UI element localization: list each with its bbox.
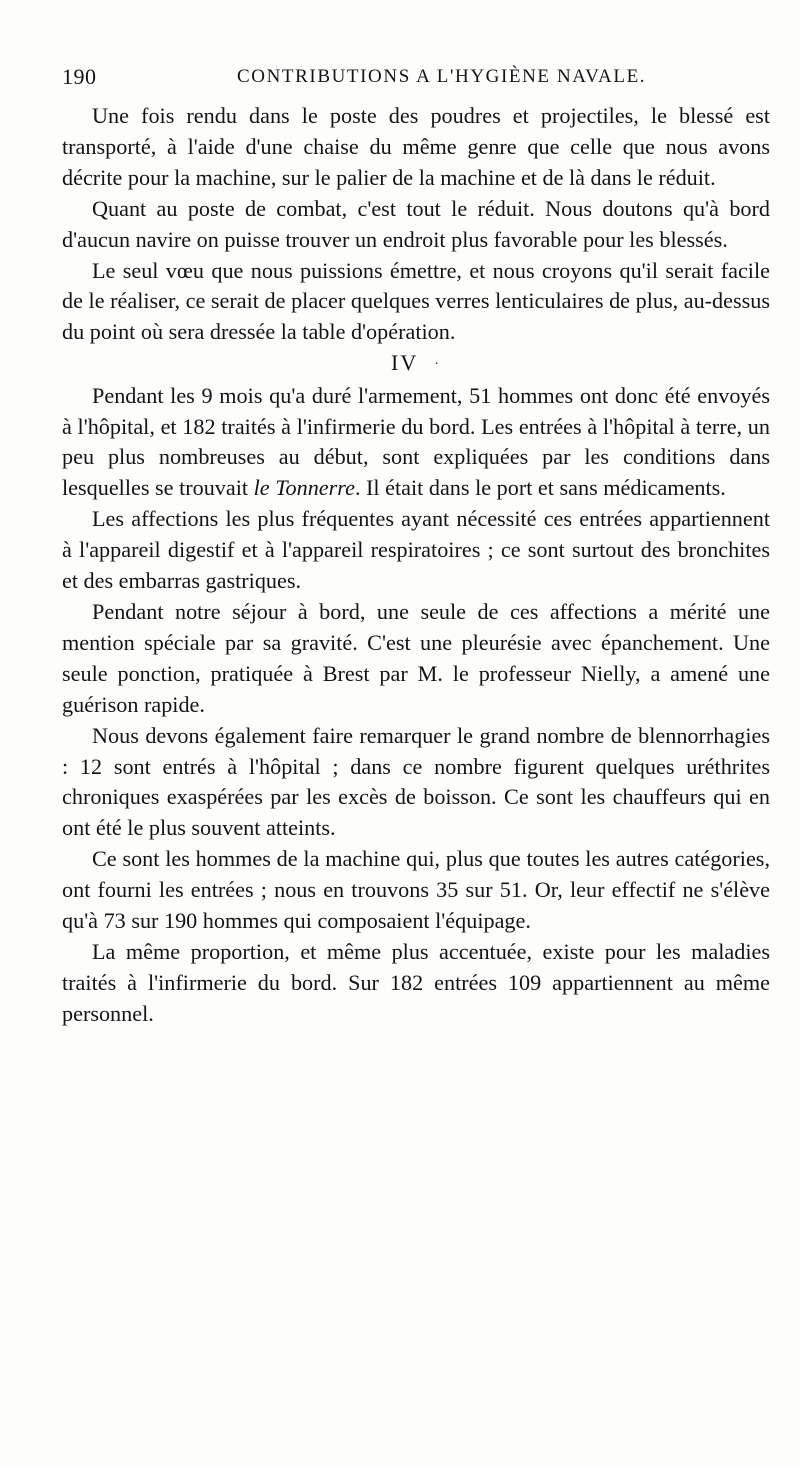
section-number: IV bbox=[391, 350, 419, 376]
running-title: CONTRIBUTIONS A L'HYGIÈNE NAVALE. bbox=[237, 66, 647, 87]
paragraph: Quant au poste de combat, c'est tout le réduit. Nous doutons qu'à bord d'aucun navire on puisse trouver un endroit plus favorable pour les blessés. bbox=[62, 195, 770, 252]
paragraph: La même proportion, et même plus accentuée, existe pour les maladies traités à l'infirmerie du bord. Sur 182 entrées 109 appartiennent au même personnel. bbox=[62, 938, 770, 1026]
paragraph: Pendant notre séjour à bord, une seule de ces affections a mérité une mention spéciale par sa gravité. C'est une pleurésie avec épanchement. Une seule ponction, pratiquée à Brest par M. le professeur Nielly, a amené une guérison rapide. bbox=[62, 599, 770, 717]
section-heading bbox=[62, 348, 770, 380]
page-number: 190 bbox=[62, 64, 97, 89]
heading-mark: · bbox=[434, 356, 441, 372]
running-head bbox=[62, 64, 768, 94]
paragraph-text: Pendant les 9 mois qu'a duré l'armement, 51 hommes ont donc été envoyés à l'hôpital, et 182 traités à l'infirmerie du bord. Les entrées à l'hôpital à terre, un peu plus nombreuses au début, sont expliquées par les conditions dans lesquelles se trouvait bbox=[62, 382, 770, 501]
paragraph: Une fois rendu dans le poste des poudres et projectiles, le blessé est transporté, à l'aide d'une chaise du même genre que celle que nous avons décrite pour la machine, sur le palier de la machine et de là dans le réduit. bbox=[62, 103, 770, 190]
paragraph: Les affections les plus fréquentes ayant nécessité ces entrées appartiennent à l'appareil digestif et à l'appareil respiratoires ; ce sont surtout des bronchites et des embarras gastriques. bbox=[62, 506, 770, 594]
paragraph-text: . Il était dans le port et sans médicaments. bbox=[354, 475, 726, 501]
body-text bbox=[62, 101, 770, 1030]
paragraph bbox=[62, 381, 770, 505]
paragraph: Ce sont les hommes de la machine qui, plus que toutes les autres catégories, ont fourni les entrées ; nous en trouvons 35 sur 51. Or, leur effectif ne s'élève qu'à 73 sur 190 hommes qui composaient l'équipage. bbox=[62, 846, 770, 934]
ship-name: le Tonnerre bbox=[253, 475, 355, 501]
paragraph: Le seul vœu que nous puissions émettre, et nous croyons qu'il serait facile de le réaliser, ce serait de placer quelques verres lenticulaires de plus, au-dessus du point où sera dressée la table d'opération. bbox=[62, 257, 770, 345]
paragraph: Nous devons également faire remarquer le grand nombre de blennorrhagies : 12 sont entrés à l'hôpital ; dans ce nombre figurent quelques uréthrites chroniques exaspérées par les excès de boisson. Ce sont les chauffeurs qui en ont été le plus souvent atteints. bbox=[62, 722, 770, 841]
